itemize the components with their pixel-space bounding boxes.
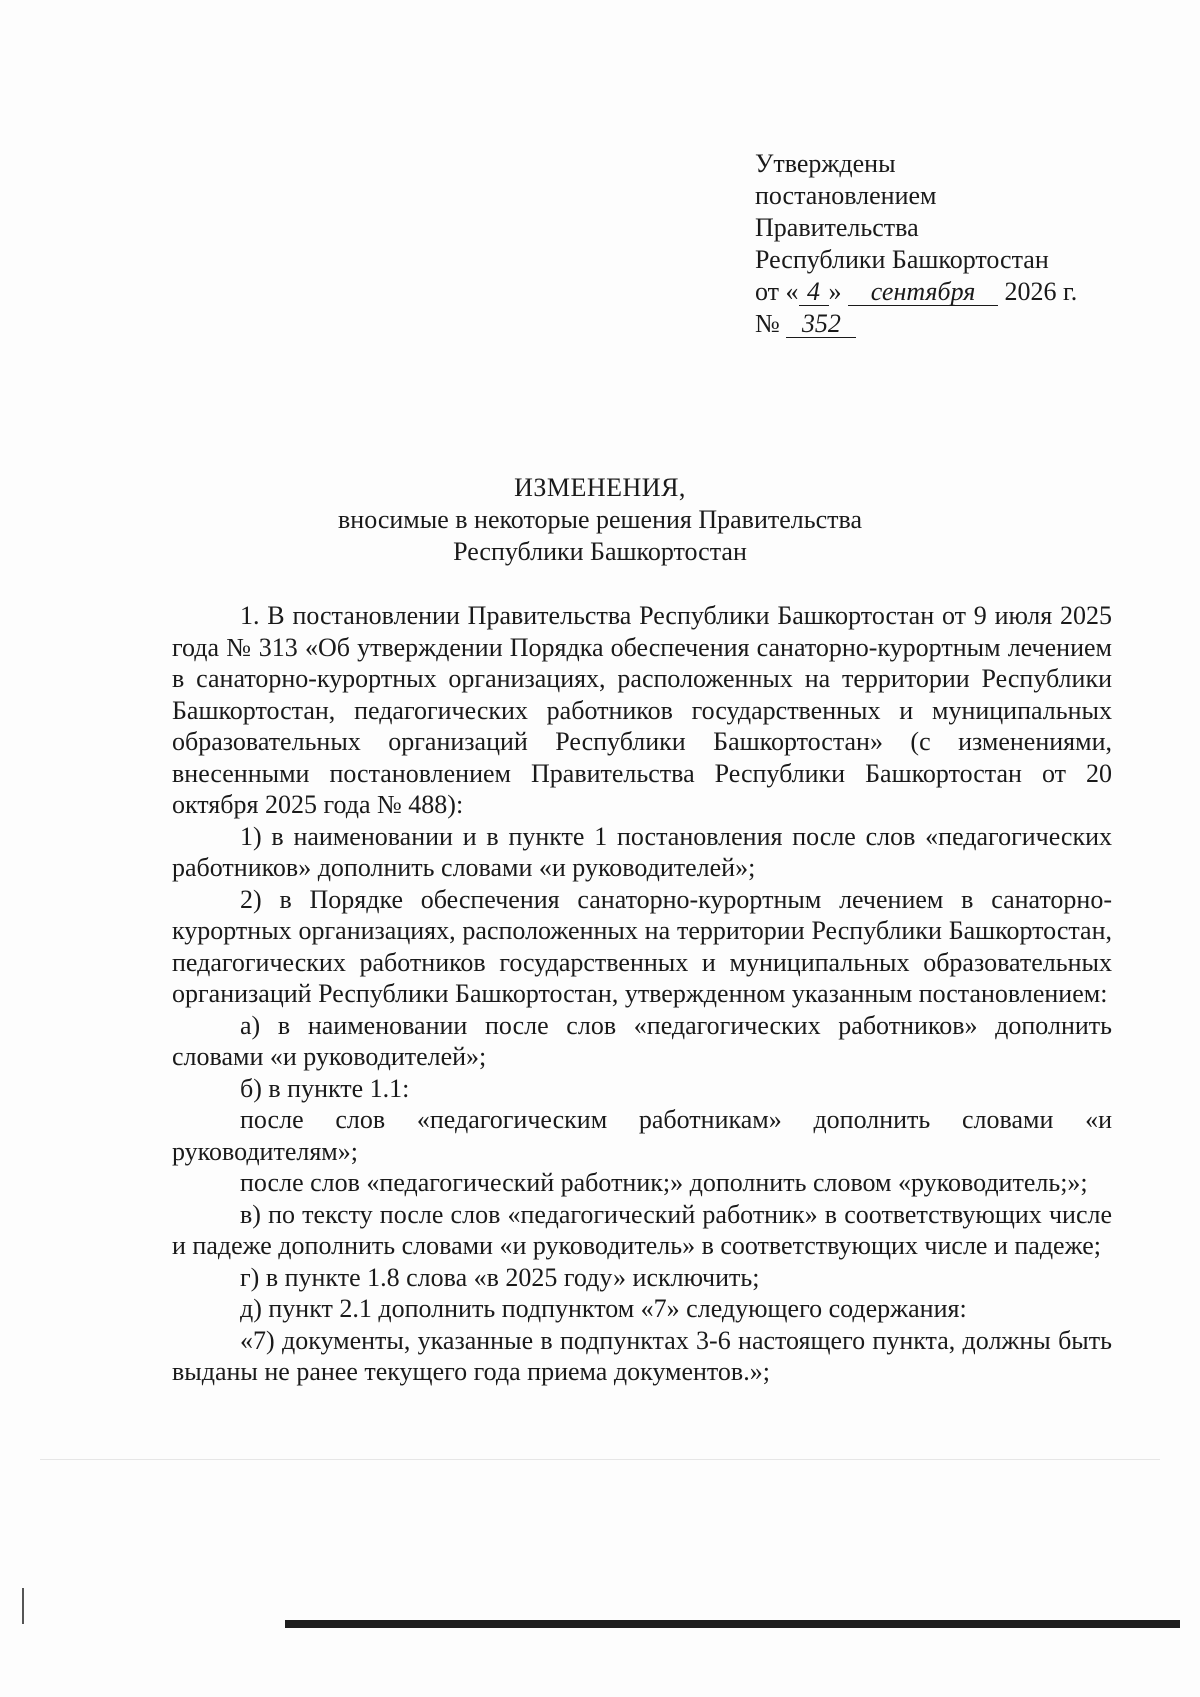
scan-bottom-bar	[285, 1620, 1180, 1628]
paragraph-v: в) по тексту после слов «педагогический работник» в соответствующих числе и падеже дополнить словами «и руководитель» в соответствующих числе и падеже;	[172, 1199, 1112, 1260]
approval-line-government: Правительства	[755, 213, 919, 242]
date-day: 4	[799, 279, 829, 306]
approval-line-republic: Республики Башкортостан	[755, 245, 1049, 274]
paragraph-a: а) в наименовании после слов «педагогических работников» дополнить словами «и руководителей»;	[172, 1010, 1112, 1071]
title-sub-line2: Республики Башкортостан	[453, 537, 747, 566]
title-sub-line1: вносимые в некоторые решения Правительства	[338, 505, 862, 534]
date-prefix: от «	[755, 277, 799, 306]
paragraph-b-2: после слов «педагогический работник;» дополнить словом «руководитель;»;	[240, 1168, 1088, 1197]
approval-number	[755, 308, 1135, 340]
scan-edge-mark	[22, 1588, 24, 1624]
number-value: 352	[786, 311, 856, 338]
paragraph-1-1: 1) в наименовании и в пункте 1 постановления после слов «педагогических работников» дополнить словами «и руководителей»;	[172, 821, 1112, 882]
paragraph-g: г) в пункте 1.8 слова «в 2025 году» исключить;	[240, 1262, 760, 1292]
paragraph-1-2: 2) в Порядке обеспечения санаторно-курортным лечением в санаторно-курортных организациях, расположенных на территории Республики Башкортостан, педагогических работников государственных и муниципальных образовательных организаций Республики Башкортостан, утвержденном указанным постановлением:	[172, 884, 1112, 1008]
paragraph-1: 1. В постановлении Правительства Республики Башкортостан от 9 июля 2025 года № 313 «Об утверждении Порядка обеспечения санаторно-курортным лечением в санаторно-курортных организациях, расположенных на территории Республики Башкортостан, педагогических работников государственных и муниципальных образовательных организаций Республики Башкортостан» (с изменениями, внесенными постановлением Правительства Республики Башкортостан от 20 октября 2025 года № 488):	[172, 601, 1112, 819]
approval-line-resolution: постановлением	[755, 181, 937, 210]
approval-line-approved: Утверждены	[755, 149, 896, 178]
approval-block	[755, 148, 1135, 340]
date-month: сентября	[848, 279, 998, 306]
number-prefix: №	[755, 309, 780, 338]
document-body	[172, 600, 1112, 1388]
paragraph-b-1: после слов «педагогическим работникам» дополнить словами «и руководителям»;	[172, 1105, 1112, 1166]
document-title	[160, 472, 1040, 568]
paragraph-d: д) пункт 2.1 дополнить подпунктом «7» следующего содержания:	[240, 1294, 967, 1323]
scan-faint-line	[40, 1459, 1160, 1460]
paragraph-quote-7: «7) документы, указанные в подпунктах 3-6 настоящего пункта, должны быть выданы не ранее текущего года приема документов.»;	[172, 1325, 1112, 1386]
title-main: ИЗМЕНЕНИЯ,	[514, 473, 686, 502]
date-year: 2026 г.	[1004, 277, 1078, 306]
paragraph-b: б) в пункте 1.1:	[240, 1073, 410, 1103]
approval-date	[755, 276, 1135, 308]
date-mid: »	[828, 277, 842, 306]
